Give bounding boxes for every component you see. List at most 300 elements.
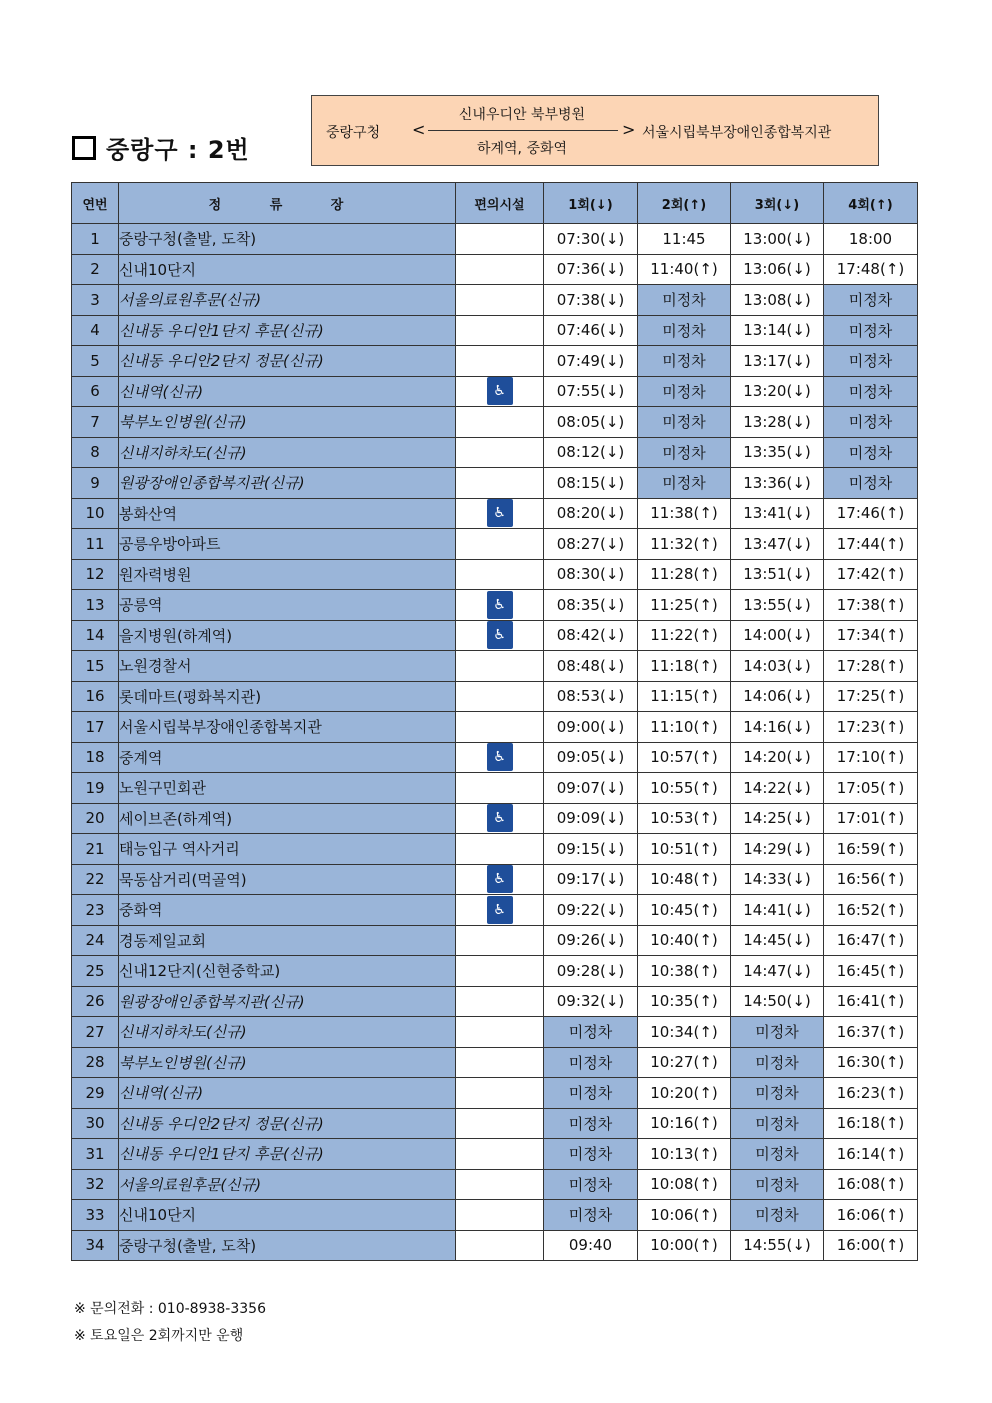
time-run-3: 14:45(↓) — [731, 925, 824, 956]
time-run-2: 미정차 — [638, 437, 731, 468]
stop-name: 원자력병원 — [119, 559, 456, 590]
table-row — [72, 742, 918, 773]
time-run-4: 16:59(↑) — [824, 834, 918, 865]
time-run-2: 미정차 — [638, 285, 731, 316]
table-row — [72, 925, 918, 956]
table-row — [72, 986, 918, 1017]
row-number: 22 — [72, 864, 119, 895]
time-run-4: 미정차 — [824, 346, 918, 377]
time-run-2: 10:13(↑) — [638, 1139, 731, 1170]
time-run-4: 16:30(↑) — [824, 1047, 918, 1078]
time-run-2: 10:35(↑) — [638, 986, 731, 1017]
time-run-3: 미정차 — [731, 1200, 824, 1231]
wheelchair-elevator-icon: ♿ — [487, 896, 513, 924]
row-number: 7 — [72, 407, 119, 438]
row-number: 33 — [72, 1200, 119, 1231]
time-run-1: 08:42(↓) — [544, 620, 638, 651]
time-run-1: 08:48(↓) — [544, 651, 638, 682]
route-end: 서울시립북부장애인종합복지관 — [642, 125, 832, 141]
stop-name: 신내지하차도(신규) — [119, 437, 456, 468]
time-run-2: 10:48(↑) — [638, 864, 731, 895]
time-run-3: 14:50(↓) — [731, 986, 824, 1017]
time-run-2: 미정차 — [638, 468, 731, 499]
time-run-2: 10:55(↑) — [638, 773, 731, 804]
stop-name: 신내12단지(신현중학교) — [119, 956, 456, 987]
row-number: 19 — [72, 773, 119, 804]
row-number: 23 — [72, 895, 119, 926]
time-run-2: 11:15(↑) — [638, 681, 731, 712]
time-run-1: 09:05(↓) — [544, 742, 638, 773]
facility-cell — [456, 559, 544, 590]
time-run-3: 13:28(↓) — [731, 407, 824, 438]
row-number: 18 — [72, 742, 119, 773]
wheelchair-elevator-icon: ♿ — [487, 377, 513, 405]
time-run-1: 미정차 — [544, 1169, 638, 1200]
wheelchair-elevator-icon: ♿ — [487, 499, 513, 527]
stop-name: 서울의료원후문(신규) — [119, 1169, 456, 1200]
facility-cell — [456, 590, 544, 621]
facility-cell — [456, 773, 544, 804]
time-run-3: 14:47(↓) — [731, 956, 824, 987]
time-run-1: 07:55(↓) — [544, 376, 638, 407]
time-run-1: 09:17(↓) — [544, 864, 638, 895]
stop-name: 노원경찰서 — [119, 651, 456, 682]
table-row — [72, 529, 918, 560]
time-run-3: 14:33(↓) — [731, 864, 824, 895]
stop-name: 서울의료원후문(신규) — [119, 285, 456, 316]
notes — [74, 1296, 266, 1350]
time-run-4: 17:46(↑) — [824, 498, 918, 529]
time-run-1: 미정차 — [544, 1047, 638, 1078]
time-run-4: 16:18(↑) — [824, 1108, 918, 1139]
time-run-2: 10:53(↑) — [638, 803, 731, 834]
facility-cell — [456, 1139, 544, 1170]
row-number: 5 — [72, 346, 119, 377]
row-number: 13 — [72, 590, 119, 621]
row-number: 9 — [72, 468, 119, 499]
row-number: 26 — [72, 986, 119, 1017]
facility-cell — [456, 407, 544, 438]
time-run-2: 미정차 — [638, 407, 731, 438]
stop-name: 태능입구 역사거리 — [119, 834, 456, 865]
table-row — [72, 895, 918, 926]
stop-name: 묵동삼거리(먹골역) — [119, 864, 456, 895]
time-run-3: 13:06(↓) — [731, 254, 824, 285]
stop-name: 신내동 우디안1단지 후문(신규) — [119, 315, 456, 346]
facility-cell — [456, 864, 544, 895]
header-run-1: 1회(↓) — [544, 183, 638, 224]
time-run-1: 09:26(↓) — [544, 925, 638, 956]
header-stop: 정 류 장 — [119, 183, 456, 224]
table-row — [72, 620, 918, 651]
row-number: 21 — [72, 834, 119, 865]
facility-cell — [456, 620, 544, 651]
table-row — [72, 1108, 918, 1139]
time-run-3: 14:16(↓) — [731, 712, 824, 743]
time-run-3: 미정차 — [731, 1169, 824, 1200]
time-run-4: 18:00 — [824, 224, 918, 255]
table-row — [72, 254, 918, 285]
time-run-2: 10:57(↑) — [638, 742, 731, 773]
facility-cell — [456, 1017, 544, 1048]
facility-cell — [456, 315, 544, 346]
table-row — [72, 1230, 918, 1261]
table-row — [72, 1139, 918, 1170]
row-number: 3 — [72, 285, 119, 316]
header-run-3: 3회(↓) — [731, 183, 824, 224]
row-number: 2 — [72, 254, 119, 285]
time-run-2: 11:22(↑) — [638, 620, 731, 651]
time-run-1: 07:46(↓) — [544, 315, 638, 346]
time-run-3: 13:41(↓) — [731, 498, 824, 529]
time-run-4: 17:34(↑) — [824, 620, 918, 651]
table-row — [72, 773, 918, 804]
table-row — [72, 498, 918, 529]
stop-name: 신내10단지 — [119, 254, 456, 285]
time-run-4: 미정차 — [824, 376, 918, 407]
time-run-3: 14:06(↓) — [731, 681, 824, 712]
route-summary-box — [311, 95, 879, 166]
header-no: 연번 — [72, 183, 119, 224]
time-run-3: 미정차 — [731, 1017, 824, 1048]
time-run-4: 16:00(↑) — [824, 1230, 918, 1261]
time-run-1: 미정차 — [544, 1139, 638, 1170]
time-run-2: 11:32(↑) — [638, 529, 731, 560]
time-run-3: 13:36(↓) — [731, 468, 824, 499]
time-run-4: 16:56(↑) — [824, 864, 918, 895]
row-number: 30 — [72, 1108, 119, 1139]
time-run-1: 미정차 — [544, 1200, 638, 1231]
table-row — [72, 285, 918, 316]
time-run-1: 07:38(↓) — [544, 285, 638, 316]
facility-cell — [456, 1230, 544, 1261]
table-row — [72, 864, 918, 895]
time-run-2: 10:51(↑) — [638, 834, 731, 865]
facility-cell — [456, 1169, 544, 1200]
time-run-4: 미정차 — [824, 315, 918, 346]
time-run-2: 11:25(↑) — [638, 590, 731, 621]
schedule-table — [71, 182, 918, 1261]
time-run-4: 17:38(↑) — [824, 590, 918, 621]
wheelchair-elevator-icon: ♿ — [487, 743, 513, 771]
stop-name: 중랑구청(출발, 도착) — [119, 1230, 456, 1261]
time-run-1: 08:35(↓) — [544, 590, 638, 621]
facility-cell — [456, 468, 544, 499]
time-run-4: 미정차 — [824, 285, 918, 316]
stop-name: 노원구민회관 — [119, 773, 456, 804]
table-row — [72, 1017, 918, 1048]
facility-cell — [456, 986, 544, 1017]
facility-cell — [456, 956, 544, 987]
time-run-4: 16:14(↑) — [824, 1139, 918, 1170]
facility-cell — [456, 1200, 544, 1231]
stop-name: 공릉역 — [119, 590, 456, 621]
time-run-2: 미정차 — [638, 376, 731, 407]
time-run-3: 14:00(↓) — [731, 620, 824, 651]
time-run-2: 11:40(↑) — [638, 254, 731, 285]
time-run-2: 미정차 — [638, 315, 731, 346]
time-run-3: 13:47(↓) — [731, 529, 824, 560]
facility-cell — [456, 895, 544, 926]
row-number: 24 — [72, 925, 119, 956]
time-run-4: 17:25(↑) — [824, 681, 918, 712]
stop-name: 원광장애인종합복지관(신규) — [119, 986, 456, 1017]
facility-cell — [456, 529, 544, 560]
table-row — [72, 712, 918, 743]
facility-cell — [456, 742, 544, 773]
table-row — [72, 224, 918, 255]
time-run-1: 09:22(↓) — [544, 895, 638, 926]
time-run-2: 미정차 — [638, 346, 731, 377]
time-run-4: 17:42(↑) — [824, 559, 918, 590]
row-number: 32 — [72, 1169, 119, 1200]
stop-name: 을지병원(하계역) — [119, 620, 456, 651]
time-run-4: 16:47(↑) — [824, 925, 918, 956]
time-run-2: 10:40(↑) — [638, 925, 731, 956]
stop-name: 신내역(신규) — [119, 1078, 456, 1109]
stop-name: 원광장애인종합복지관(신규) — [119, 468, 456, 499]
time-run-3: 14:25(↓) — [731, 803, 824, 834]
facility-cell — [456, 1108, 544, 1139]
time-run-4: 16:52(↑) — [824, 895, 918, 926]
time-run-4: 16:23(↑) — [824, 1078, 918, 1109]
facility-cell — [456, 498, 544, 529]
time-run-1: 09:40 — [544, 1230, 638, 1261]
row-number: 8 — [72, 437, 119, 468]
time-run-2: 10:00(↑) — [638, 1230, 731, 1261]
table-row — [72, 681, 918, 712]
time-run-4: 16:45(↑) — [824, 956, 918, 987]
note-saturday: ※ 토요일은 2회까지만 운행 — [74, 1328, 244, 1344]
time-run-3: 13:00(↓) — [731, 224, 824, 255]
row-number: 11 — [72, 529, 119, 560]
time-run-1: 08:27(↓) — [544, 529, 638, 560]
table-row — [72, 1169, 918, 1200]
time-run-1: 08:30(↓) — [544, 559, 638, 590]
time-run-4: 17:44(↑) — [824, 529, 918, 560]
time-run-3: 미정차 — [731, 1047, 824, 1078]
time-run-1: 07:49(↓) — [544, 346, 638, 377]
facility-cell — [456, 651, 544, 682]
time-run-3: 13:20(↓) — [731, 376, 824, 407]
time-run-1: 미정차 — [544, 1017, 638, 1048]
time-run-1: 08:53(↓) — [544, 681, 638, 712]
time-run-4: 미정차 — [824, 468, 918, 499]
time-run-2: 10:34(↑) — [638, 1017, 731, 1048]
row-number: 4 — [72, 315, 119, 346]
wheelchair-elevator-icon: ♿ — [487, 591, 513, 619]
time-run-1: 08:05(↓) — [544, 407, 638, 438]
time-run-1: 미정차 — [544, 1078, 638, 1109]
table-row — [72, 1078, 918, 1109]
row-number: 25 — [72, 956, 119, 987]
time-run-4: 16:08(↑) — [824, 1169, 918, 1200]
wheelchair-elevator-icon: ♿ — [487, 865, 513, 893]
time-run-1: 09:00(↓) — [544, 712, 638, 743]
table-row — [72, 559, 918, 590]
time-run-2: 10:08(↑) — [638, 1169, 731, 1200]
time-run-1: 09:09(↓) — [544, 803, 638, 834]
facility-cell — [456, 681, 544, 712]
stop-name: 중랑구청(출발, 도착) — [119, 224, 456, 255]
stop-name: 롯데마트(평화복지관) — [119, 681, 456, 712]
time-run-2: 10:45(↑) — [638, 895, 731, 926]
stop-name: 신내역(신규) — [119, 376, 456, 407]
time-run-3: 13:55(↓) — [731, 590, 824, 621]
stop-name: 신내동 우디안2단지 정문(신규) — [119, 1108, 456, 1139]
row-number: 15 — [72, 651, 119, 682]
time-run-2: 11:10(↑) — [638, 712, 731, 743]
facility-cell — [456, 803, 544, 834]
wheelchair-elevator-icon: ♿ — [487, 621, 513, 649]
facility-cell — [456, 712, 544, 743]
time-run-4: 17:48(↑) — [824, 254, 918, 285]
row-number: 28 — [72, 1047, 119, 1078]
facility-cell — [456, 285, 544, 316]
table-row — [72, 468, 918, 499]
time-run-3: 14:41(↓) — [731, 895, 824, 926]
table-row — [72, 1047, 918, 1078]
time-run-1: 07:30(↓) — [544, 224, 638, 255]
time-run-1: 08:20(↓) — [544, 498, 638, 529]
facility-cell — [456, 1047, 544, 1078]
stop-name: 경동제일교회 — [119, 925, 456, 956]
row-number: 1 — [72, 224, 119, 255]
route-start: 중랑구청 — [326, 125, 381, 141]
time-run-3: 13:08(↓) — [731, 285, 824, 316]
time-run-2: 11:28(↑) — [638, 559, 731, 590]
wheelchair-elevator-icon: ♿ — [487, 804, 513, 832]
time-run-1: 09:07(↓) — [544, 773, 638, 804]
route-divider — [428, 130, 618, 131]
stop-name: 신내지하차도(신규) — [119, 1017, 456, 1048]
time-run-4: 16:06(↑) — [824, 1200, 918, 1231]
table-header-row — [72, 183, 918, 224]
table-row — [72, 803, 918, 834]
stop-name: 세이브존(하계역) — [119, 803, 456, 834]
facility-cell — [456, 925, 544, 956]
time-run-3: 13:17(↓) — [731, 346, 824, 377]
row-number: 14 — [72, 620, 119, 651]
checkbox-icon — [72, 136, 96, 160]
row-number: 10 — [72, 498, 119, 529]
time-run-2: 11:45 — [638, 224, 731, 255]
row-number: 31 — [72, 1139, 119, 1170]
time-run-2: 10:20(↑) — [638, 1078, 731, 1109]
time-run-4: 16:41(↑) — [824, 986, 918, 1017]
row-number: 12 — [72, 559, 119, 590]
table-row — [72, 315, 918, 346]
time-run-1: 07:36(↓) — [544, 254, 638, 285]
stop-name: 중화역 — [119, 895, 456, 926]
route-via-bottom: 하계역, 중화역 — [476, 141, 568, 157]
time-run-2: 10:16(↑) — [638, 1108, 731, 1139]
table-row — [72, 590, 918, 621]
time-run-1: 09:15(↓) — [544, 834, 638, 865]
stop-name: 신내동 우디안1단지 후문(신규) — [119, 1139, 456, 1170]
header-run-2: 2회(↑) — [638, 183, 731, 224]
time-run-4: 17:28(↑) — [824, 651, 918, 682]
time-run-3: 14:20(↓) — [731, 742, 824, 773]
time-run-1: 미정차 — [544, 1108, 638, 1139]
table-row — [72, 407, 918, 438]
time-run-3: 14:55(↓) — [731, 1230, 824, 1261]
time-run-3: 미정차 — [731, 1139, 824, 1170]
time-run-4: 미정차 — [824, 407, 918, 438]
table-row — [72, 834, 918, 865]
facility-cell — [456, 346, 544, 377]
time-run-3: 미정차 — [731, 1108, 824, 1139]
time-run-2: 11:38(↑) — [638, 498, 731, 529]
time-run-2: 10:06(↑) — [638, 1200, 731, 1231]
time-run-1: 09:32(↓) — [544, 986, 638, 1017]
route-via-top: 신내우디안 북부병원 — [458, 107, 586, 123]
stop-name: 신내동 우디안2단지 정문(신규) — [119, 346, 456, 377]
time-run-3: 13:14(↓) — [731, 315, 824, 346]
time-run-2: 11:18(↑) — [638, 651, 731, 682]
page-title-block — [72, 130, 250, 165]
table-row — [72, 346, 918, 377]
header-facility: 편의시설 — [456, 183, 544, 224]
stop-name: 봉화산역 — [119, 498, 456, 529]
row-number: 16 — [72, 681, 119, 712]
header-run-4: 4회(↑) — [824, 183, 918, 224]
table-row — [72, 956, 918, 987]
row-number: 34 — [72, 1230, 119, 1261]
time-run-3: 14:03(↓) — [731, 651, 824, 682]
time-run-4: 미정차 — [824, 437, 918, 468]
facility-cell — [456, 1078, 544, 1109]
time-run-3: 14:22(↓) — [731, 773, 824, 804]
time-run-3: 13:51(↓) — [731, 559, 824, 590]
note-phone: ※ 문의전화 : 010-8938-3356 — [74, 1301, 266, 1317]
right-angle-icon: > — [622, 120, 636, 139]
stop-name: 신내10단지 — [119, 1200, 456, 1231]
stop-name: 북부노인병원(신규) — [119, 407, 456, 438]
table-row — [72, 437, 918, 468]
row-number: 17 — [72, 712, 119, 743]
time-run-3: 미정차 — [731, 1078, 824, 1109]
row-number: 27 — [72, 1017, 119, 1048]
row-number: 20 — [72, 803, 119, 834]
row-number: 29 — [72, 1078, 119, 1109]
time-run-4: 17:23(↑) — [824, 712, 918, 743]
time-run-1: 09:28(↓) — [544, 956, 638, 987]
time-run-4: 17:10(↑) — [824, 742, 918, 773]
time-run-3: 13:35(↓) — [731, 437, 824, 468]
facility-cell — [456, 254, 544, 285]
time-run-2: 10:27(↑) — [638, 1047, 731, 1078]
row-number: 6 — [72, 376, 119, 407]
time-run-4: 17:05(↑) — [824, 773, 918, 804]
table-row — [72, 376, 918, 407]
facility-cell — [456, 376, 544, 407]
time-run-1: 08:12(↓) — [544, 437, 638, 468]
facility-cell — [456, 437, 544, 468]
table-row — [72, 1200, 918, 1231]
time-run-2: 10:38(↑) — [638, 956, 731, 987]
time-run-4: 17:01(↑) — [824, 803, 918, 834]
left-angle-icon: < — [412, 120, 426, 139]
time-run-3: 14:29(↓) — [731, 834, 824, 865]
page-title: 중랑구 : 2번 — [106, 136, 250, 164]
stop-name: 서울시립북부장애인종합복지관 — [119, 712, 456, 743]
stop-name: 북부노인병원(신규) — [119, 1047, 456, 1078]
facility-cell — [456, 224, 544, 255]
stop-name: 중계역 — [119, 742, 456, 773]
time-run-4: 16:37(↑) — [824, 1017, 918, 1048]
facility-cell — [456, 834, 544, 865]
